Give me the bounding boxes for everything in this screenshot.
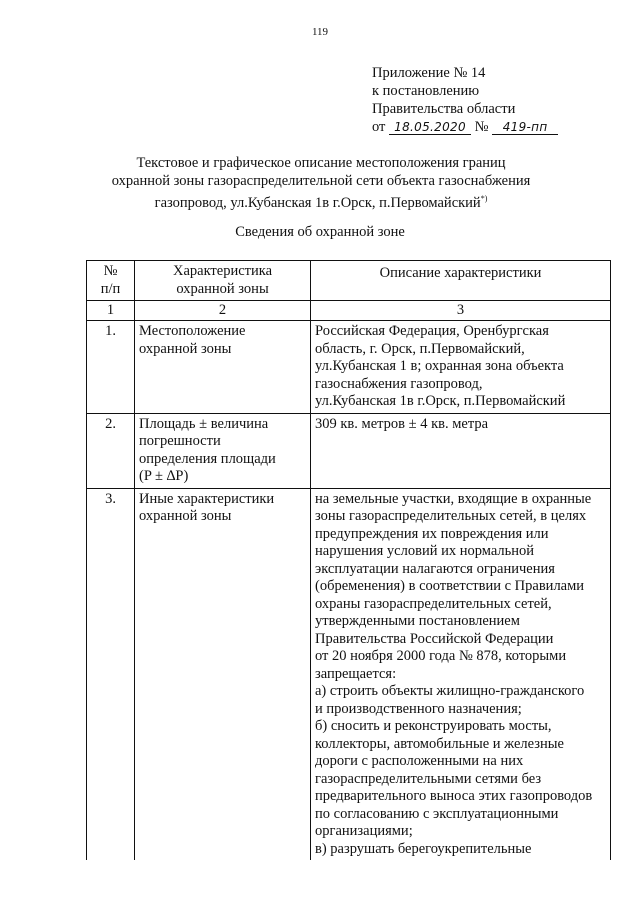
row-3-characteristic: Иные характеристики охранной зоны (135, 488, 311, 860)
handwritten-number: 419-пп (492, 120, 558, 135)
row-1-num: 1. (87, 321, 135, 414)
title-line-3 (96, 190, 546, 212)
column-number-2: 2 (135, 301, 311, 321)
appendix-line-1: Приложение № 14 (372, 65, 486, 81)
header-characteristic: Характеристика охранной зоны (135, 261, 311, 301)
appendix-date-line (372, 118, 558, 136)
table-header-row (87, 261, 611, 301)
column-number-row (87, 301, 611, 321)
header-num: № п/п (87, 261, 135, 301)
footnote-mark: *) (480, 194, 488, 203)
column-number-1: 1 (87, 301, 135, 321)
title-line-1: Текстовое и графическое описание местоположения границ (136, 155, 506, 171)
document-title (96, 154, 546, 212)
title-line-3-text: газопровод, ул.Кубанская 1в г.Орск, п.Первомайский (154, 194, 481, 211)
row-2-num: 2. (87, 413, 135, 488)
row-1-description: Российская Федерация, Оренбургская область, г. Орск, п.Первомайский, ул.Кубанская 1 в; охранная зона объекта газоснабжения газопровод, ул.Кубанская 1в г.Орск, п.Первомайский (311, 321, 611, 414)
column-number-3: 3 (311, 301, 611, 321)
row-3-num: 3. (87, 488, 135, 860)
appendix-line-2: к постановлению (372, 83, 480, 99)
appendix-header (372, 64, 558, 136)
from-label: от (372, 119, 386, 135)
table-row (87, 321, 611, 414)
row-3-description: на земельные участки, входящие в охранные зоны газораспределительных сетей, в целях предупреждения их повреждения или нарушения условий их нормальной эксплуатации налагаются ограничения (обременения) в соответствии с Правилами охраны газораспределительных сетей, утвержденными постановлением Правительства Российской Федерации от 20 ноября 2000 года № 878, которыми запрещается: а) строить объекты жилищно-гражданского и производственного назначения; б) сносить и реконструировать мосты, коллекторы, автомобильные и железные дороги с расположенными на них газораспределительными сетями без предварительного выноса этих газопроводов по согласованию с эксплуатационными организациями; в) разрушать берегоукрепительные (311, 488, 611, 860)
handwritten-date: 18.05.2020 (389, 120, 471, 135)
row-2-description: 309 кв. метров ± 4 кв. метра (311, 413, 611, 488)
page-number: 119 (311, 26, 329, 38)
row-1-characteristic: Местоположение охранной зоны (135, 321, 311, 414)
protection-zone-table (86, 260, 611, 860)
header-description: Описание характеристики (311, 261, 611, 301)
row-2-characteristic: Площадь ± величина погрешности определения площади (P ± ∆P) (135, 413, 311, 488)
title-line-2: охранной зоны газораспределительной сети объекта газоснабжения (111, 173, 531, 189)
table-row (87, 488, 611, 860)
table-row (87, 413, 611, 488)
section-heading: Сведения об охранной зоне (235, 224, 405, 240)
number-label: № (474, 119, 489, 135)
appendix-line-3: Правительства области (372, 101, 516, 117)
